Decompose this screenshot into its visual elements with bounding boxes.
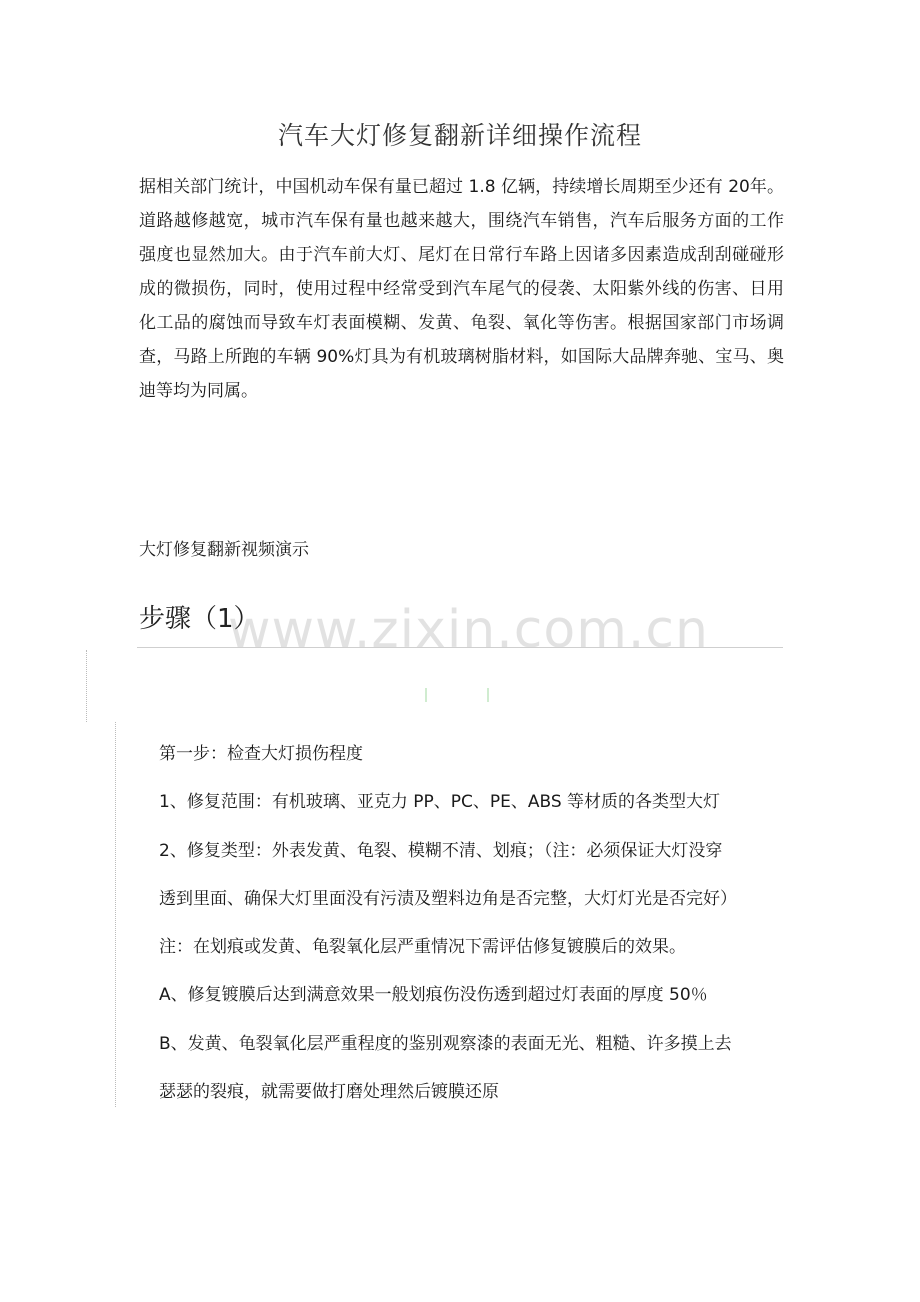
step-line: A、修复镀膜后达到满意效果一般划痕伤没伤透到超过灯表面的厚度 50％ — [159, 985, 708, 1006]
step-line: 注：在划痕或发黄、龟裂氧化层严重情况下需评估修复镀膜后的效果。 — [159, 937, 686, 958]
step-line: 瑟瑟的裂痕，就需要做打磨处理然后镀膜还原 — [159, 1082, 499, 1103]
intro-line: 根据国家部门市场调查，马路上所跑的车辆 90%灯具为有机玻璃树脂材料，如 — [139, 313, 785, 367]
step-divider — [137, 647, 783, 648]
watermark-text: www.zixin.com.cn — [228, 600, 709, 660]
step-line: 2、修复类型：外表发黄、龟裂、模糊不清、划痕；（注：必须保证大灯没穿 — [159, 840, 723, 861]
intro-line: 据相关部门统计，中国机动车保有量已超过 1.8 亿辆，持续增长周期至少还有 20 — [139, 177, 750, 197]
intro-line: 年。道路越修越宽，城市汽车保有量也越来越大，围绕汽车销售，汽车后服务方 — [139, 177, 784, 231]
video-demo-label: 大灯修复翻新视频演示 — [139, 540, 309, 560]
dotted-margin-line — [86, 650, 87, 722]
intro-line: 国际大品牌奔驰、宝马、奥迪等均为同属。 — [139, 347, 784, 401]
intro-paragraph — [139, 170, 784, 408]
step-heading: 步骤（1） — [139, 604, 260, 634]
dotted-margin-line — [115, 722, 116, 1107]
step-line: 1、修复范围：有机玻璃、亚克力 PP、PC、PE、ABS 等材质的各类型大灯 — [159, 792, 721, 813]
decorative-mark — [425, 688, 427, 702]
intro-line: 成刮刮碰碰形成的微损伤，同时，使用过程中经常受到汽车尾气的侵袭、太阳紫 — [139, 245, 785, 299]
document-title: 汽车大灯修复翻新详细操作流程 — [277, 121, 642, 150]
step-list — [159, 730, 786, 1116]
decorative-mark — [487, 688, 489, 702]
step-line: B、发黄、龟裂氧化层严重程度的鉴别观察漆的表面无光、粗糙、许多摸上去 — [159, 1033, 732, 1054]
intro-line: 外线的伤害、日用化工品的腐蚀而导致车灯表面模糊、发黄、龟裂、氧化等伤害。 — [139, 279, 785, 333]
step-line: 第一步：检查大灯损伤程度 — [159, 744, 363, 764]
step-line: 透到里面、确保大灯里面没有污渍及塑料边角是否完整，大灯灯光是否完好） — [159, 888, 737, 909]
intro-line: 面的工作强度也显然加大。由于汽车前大灯、尾灯在日常行车路上因诸多因素造 — [139, 211, 785, 265]
